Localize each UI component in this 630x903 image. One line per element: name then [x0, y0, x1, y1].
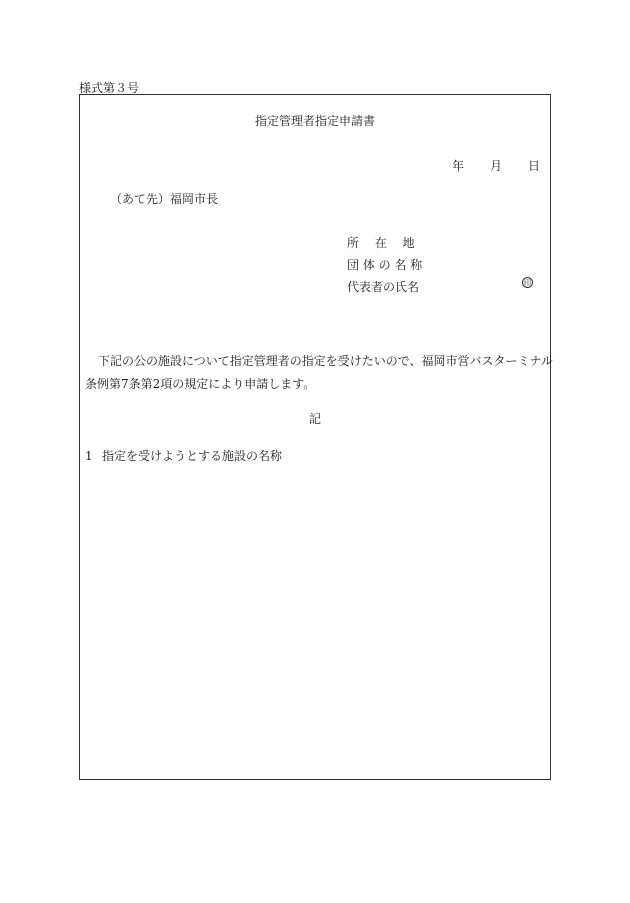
list-item [85, 447, 282, 464]
document-title: 指定管理者指定申請書 [254, 114, 375, 128]
date-year-label: 年 [452, 159, 465, 173]
item-number: 1 [85, 449, 93, 463]
applicant-organization-label: 団 体 の 名 称 [347, 258, 423, 272]
addressee: （あて先）福岡市長 [110, 192, 219, 206]
ki-heading: 記 [308, 412, 321, 426]
applicant-address-label: 所 在 地 [347, 236, 415, 250]
applicant-representative-label: 代表者の氏名 [347, 280, 420, 294]
form-number: 様式第３号 [79, 81, 140, 95]
date-line [452, 157, 540, 174]
date-month-label: 月 [490, 159, 503, 173]
application-statement [85, 350, 553, 396]
date-day-label: 日 [528, 159, 541, 173]
item-text: 指定を受けようとする施設の名称 [102, 449, 283, 463]
seal-mark: 印 [524, 279, 531, 287]
statement-line-2: 条例第7条第2項の規定により申請します。 [85, 377, 316, 391]
statement-line-1: 下記の公の施設について指定管理者の指定を受けたいので、福岡市営バスターミナル [98, 354, 553, 368]
